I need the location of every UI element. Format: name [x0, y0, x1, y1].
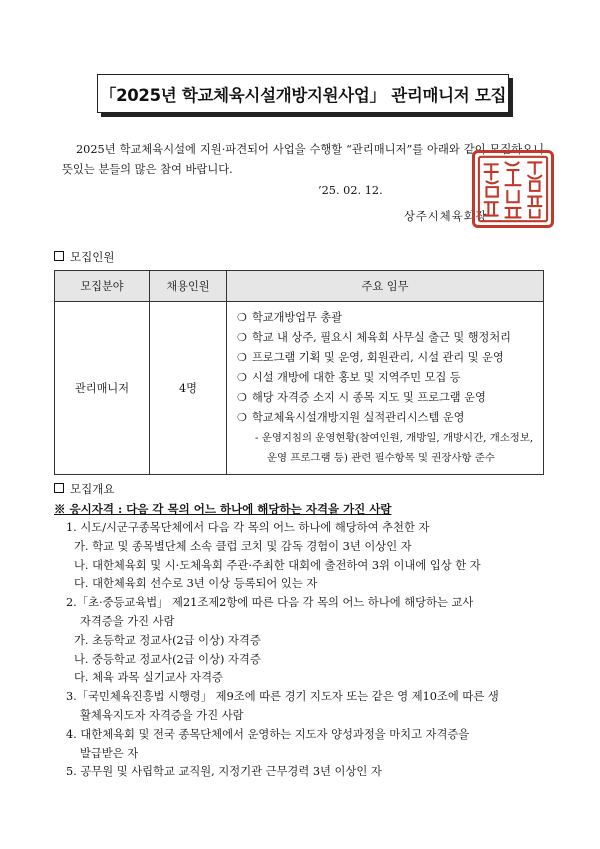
duty-item — [237, 328, 535, 348]
qualification-line: 4. 대한체육회 및 전국 종목단체에서 운영하는 지도자 양성과정을 마치고 자격증을 — [66, 727, 470, 741]
duty-item — [237, 368, 535, 388]
overview-heading-label: 모집개요 — [70, 482, 115, 496]
qualification-line: 2.「초·중등교육법」 제21조제2항에 따른 다음 각 목의 어느 하나에 해당하는 교사 — [66, 596, 474, 610]
header-duties: 주요 임무 — [227, 271, 544, 302]
circle-bullet-icon: ❍ — [237, 311, 248, 324]
recruitment-heading — [54, 249, 114, 265]
duty-item — [237, 348, 535, 368]
header-count: 채용인원 — [150, 271, 227, 302]
header-field: 모집분야 — [55, 271, 150, 302]
duty-item — [237, 308, 535, 328]
qualification-heading: ※ 응시자격 : 다음 각 목의 어느 하나에 해당하는 자격을 가진 사람 — [54, 502, 392, 516]
page-title: 「2025년 학교체육시설개방지원사업」 관리매니저 모집 — [97, 74, 509, 113]
recruitment-heading-label: 모집인원 — [70, 250, 115, 264]
intro-paragraph: 2025년 학교체육시설에 지원·파견되어 사업을 수행할 “관리매니저”를 아래와 같이 모집하오니 뜻있는 분들의 많은 참여 바랍니다. — [62, 143, 544, 176]
checkbox-square-icon — [54, 483, 64, 493]
recruitment-table — [54, 270, 544, 475]
overview-heading — [54, 481, 114, 497]
qualification-line: 활체육지도자 자격증을 가진 사람 — [80, 708, 244, 722]
duty-text: 프로그램 기획 및 운영, 회원관리, 시설 관리 및 운영 — [252, 351, 504, 364]
duty-text: 학교체육시설개방지원 실적관리시스템 운영 — [252, 411, 465, 424]
qualification-line: 나. 중등학교 정교사(2급 이상) 자격증 — [74, 652, 261, 666]
duty-item — [237, 388, 535, 408]
cell-count: 4명 — [150, 302, 227, 475]
checkbox-square-icon — [54, 251, 64, 261]
cell-field: 관리매니저 — [55, 302, 150, 475]
table-row — [55, 302, 544, 475]
qualification-line: 가. 학교 및 종목별단체 소속 클럽 코치 및 감독 경험이 3년 이상인 자 — [74, 539, 412, 553]
duty-sub-note-continued: 운영 프로그램 등) 관련 필수항목 및 권장사항 준수 — [267, 452, 495, 464]
duty-text: 시설 개방에 대한 홍보 및 지역주민 모집 등 — [252, 371, 461, 384]
circle-bullet-icon: ❍ — [237, 391, 248, 404]
qualification-line: 다. 체육 과목 실기교사 자격증 — [74, 671, 223, 685]
table-header-row — [55, 271, 544, 302]
qualification-line: 자격증을 가진 사람 — [80, 614, 175, 628]
circle-bullet-icon: ❍ — [237, 351, 248, 364]
qualification-line: 3.「국민체육진흥법 시행령」 제9조에 따른 경기 지도자 또는 같은 영 제10조에 따른 생 — [66, 690, 499, 704]
duty-sub-note: - 운영지침의 운영현황(참여인원, 개방일, 개방시간, 개소정보, — [255, 432, 534, 444]
seal-graphic — [475, 153, 551, 225]
duty-item — [237, 408, 535, 428]
announcement-date: ’25. 02. 12. — [318, 184, 383, 197]
official-seal — [472, 150, 554, 228]
duty-text: 해당 자격증 소지 시 종목 지도 및 프로그램 운영 — [252, 391, 486, 404]
qualification-line: 가. 초등학교 정교사(2급 이상) 자격증 — [74, 633, 261, 647]
qualification-line: 나. 대한체육회 및 시·도체육회 주관·주최한 대회에 출전하여 3위 이내에 입상 한 자 — [74, 558, 481, 572]
qualification-line: 1. 시도/시군구종목단체에서 다음 각 목의 어느 하나에 해당하여 추천한 자 — [66, 521, 430, 534]
circle-bullet-icon: ❍ — [237, 411, 248, 424]
duty-text: 학교개방업무 총괄 — [252, 311, 343, 324]
circle-bullet-icon: ❍ — [237, 331, 248, 344]
cell-duties — [227, 302, 544, 475]
qualification-line: 다. 대한체육회 선수로 3년 이상 등록되어 있는 자 — [74, 577, 318, 591]
qualification-line: 5. 공무원 및 사립학교 교직원, 지정기관 근무경력 3년 이상인 자 — [66, 765, 382, 779]
duty-text: 학교 내 상주, 필요시 체육회 사무실 출근 및 행정처리 — [252, 331, 511, 344]
qualification-line: 발급받은 자 — [80, 746, 139, 760]
organization-name: 상주시체육회장 — [404, 210, 488, 223]
qualification-list — [66, 519, 552, 782]
circle-bullet-icon: ❍ — [237, 371, 248, 384]
